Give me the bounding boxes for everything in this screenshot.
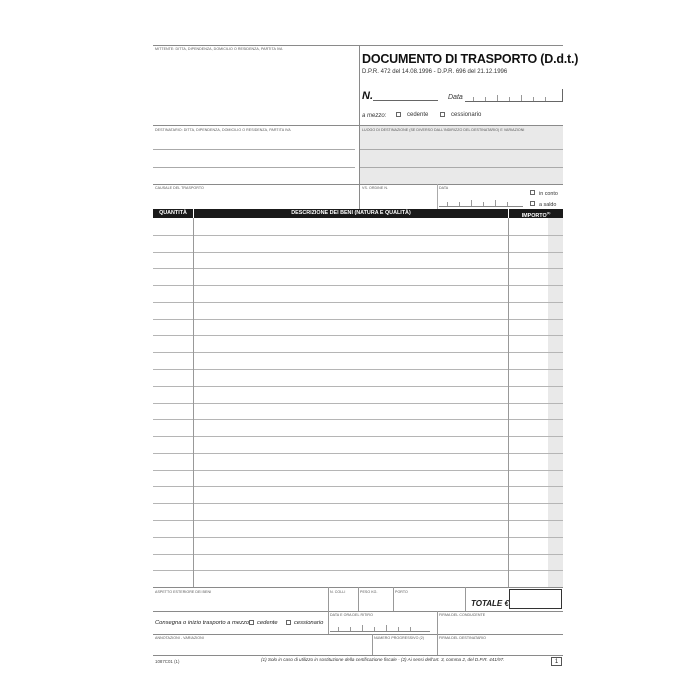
table-row[interactable] xyxy=(153,268,563,269)
date-tick xyxy=(533,97,534,101)
form-code-note: (1) xyxy=(174,659,180,664)
form-code-text: 1087C01 xyxy=(155,659,173,664)
date-tick xyxy=(521,95,522,101)
document-title: DOCUMENTO DI TRASPORTO (D.d.t.) xyxy=(362,52,579,66)
date-tick xyxy=(497,95,498,101)
table-row[interactable] xyxy=(153,285,563,286)
page-number: 1 xyxy=(551,657,562,666)
table-row[interactable] xyxy=(153,369,563,370)
date-tick xyxy=(485,97,486,101)
date-tick xyxy=(495,200,496,206)
table-row[interactable] xyxy=(153,503,563,504)
delivery-text: Consegna o inizio trasporto a mezzo xyxy=(155,620,250,626)
delivery-cessionario-checkbox[interactable] xyxy=(286,620,291,625)
delivery-cessionario-label: cessionario xyxy=(294,620,324,626)
top-border xyxy=(153,45,563,46)
table-row[interactable] xyxy=(153,302,563,303)
table-row[interactable] xyxy=(153,386,563,387)
packages-divider xyxy=(328,587,329,611)
table-row[interactable] xyxy=(153,470,563,471)
total-label: TOTALE € xyxy=(471,599,509,608)
column-header-quantity: QUANTITÀ xyxy=(153,209,193,218)
destination-line xyxy=(360,167,563,168)
table-row[interactable] xyxy=(153,235,563,236)
transport-reason-label: CAUSALE DEL TRASPORTO xyxy=(155,186,204,190)
recipient-line xyxy=(153,149,355,150)
column-header-description: DESCRIZIONE DEI BENI (NATURA E QUALITÀ) xyxy=(194,209,508,218)
driver-sign-label: FIRMA DEL CONDUCENTE xyxy=(439,613,486,617)
table-row[interactable] xyxy=(153,352,563,353)
date-tick xyxy=(447,202,448,206)
delivery-cedente-checkbox[interactable] xyxy=(249,620,254,625)
recipient-sign-divider xyxy=(437,634,438,655)
table-row[interactable] xyxy=(153,486,563,487)
table-row[interactable] xyxy=(153,403,563,404)
date-tick xyxy=(374,627,375,631)
ddt-form-sheet xyxy=(153,45,579,667)
table-row[interactable] xyxy=(153,319,563,320)
notes-label: ANNOTAZIONI - VARIAZIONI xyxy=(155,636,204,640)
packages-label: N. COLLI xyxy=(330,590,346,594)
date-tick xyxy=(483,202,484,206)
date-tick xyxy=(471,200,472,206)
aspect-label: ASPETTO ESTERIORE DEI BENI xyxy=(155,590,212,594)
weight-divider xyxy=(358,587,359,611)
total-divider xyxy=(465,587,466,611)
date-field[interactable] xyxy=(465,101,563,102)
amount-header-label: IMPORTO xyxy=(521,212,547,219)
pickup-field[interactable] xyxy=(330,631,430,632)
table-row[interactable] xyxy=(153,453,563,454)
date-tick xyxy=(362,625,363,631)
pickup-label: DATA E ORA DEL RITIRO xyxy=(330,613,373,617)
footer-line-2 xyxy=(153,634,563,635)
document-subtitle: D.P.R. 472 del 14.08.1996 - D.P.R. 696 del 21.12.1996 xyxy=(362,69,508,75)
order-divider xyxy=(437,184,438,209)
transport-label: a mezzo: xyxy=(362,113,387,119)
driver-sign-divider xyxy=(437,611,438,634)
quantity-column-divider xyxy=(193,218,194,587)
table-row[interactable] xyxy=(153,436,563,437)
column-header-amount xyxy=(509,209,563,218)
date-tick xyxy=(386,625,387,631)
footnotes-text: (1) Solo in caso di utilizzo in sostituzione della certificazione fiscale - (2) Ai sensi dell'art. 3, comma 2, del D.P.R. 441/97. xyxy=(261,657,505,662)
date-tick xyxy=(398,627,399,631)
progressive-divider xyxy=(372,634,373,655)
date-tick xyxy=(507,202,508,206)
reason-divider xyxy=(359,184,360,209)
number-label: N. xyxy=(362,90,373,102)
sender-label: MITTENTE: DITTA, DIPENDENZA, DOMICILIO O RESIDENZA, PARTITA IVA xyxy=(155,47,283,51)
recipient-sign-label: FIRMA DEL DESTINATARIO xyxy=(439,636,486,640)
date-end xyxy=(562,89,563,101)
cedente-checkbox[interactable] xyxy=(396,112,401,117)
order-number-label: VS. ORDINE N. xyxy=(362,186,389,190)
date-tick xyxy=(459,202,460,206)
recipient-bottom-line xyxy=(153,184,563,185)
destination-box xyxy=(360,126,563,184)
date-tick xyxy=(350,627,351,631)
port-label: PORTO xyxy=(395,590,408,594)
cessionario-checkbox[interactable] xyxy=(440,112,445,117)
footer-line-3 xyxy=(153,655,563,656)
delivery-cedente-label: cedente xyxy=(257,620,278,626)
sender-bottom-line xyxy=(153,125,359,126)
date-tick xyxy=(509,97,510,101)
date-label: Data xyxy=(448,94,463,101)
progressive-label-note: (2) xyxy=(419,636,425,640)
weight-label: PESO KG. xyxy=(360,590,378,594)
total-amount-box[interactable] xyxy=(509,589,562,609)
a-saldo-checkbox[interactable] xyxy=(530,201,535,206)
destination-line xyxy=(360,149,563,150)
a-saldo-label: a saldo xyxy=(539,202,557,208)
in-conto-label: in conto xyxy=(539,191,558,197)
table-row[interactable] xyxy=(153,537,563,538)
cedente-label: cedente xyxy=(407,112,429,118)
cessionario-label: cessionario xyxy=(451,112,482,118)
table-row[interactable] xyxy=(153,335,563,336)
table-row[interactable] xyxy=(153,419,563,420)
port-divider xyxy=(393,587,394,611)
footer-line-1 xyxy=(153,611,563,612)
recipient-label: DESTINATARIO: DITTA, DIPENDENZA, DOMICILIO O RESIDENZA, PARTITA IVA xyxy=(155,128,291,132)
number-field[interactable] xyxy=(373,100,438,101)
date-tick xyxy=(473,97,474,101)
order-date-label: DATA xyxy=(439,186,449,190)
table-row[interactable] xyxy=(153,570,563,571)
table-row[interactable] xyxy=(153,252,563,253)
pickup-divider xyxy=(328,611,329,634)
progressive-label-text: NUMERO PROGRESSIVO xyxy=(374,636,419,640)
in-conto-checkbox[interactable] xyxy=(530,190,535,195)
order-date-field[interactable] xyxy=(439,206,523,207)
recipient-line xyxy=(153,167,355,168)
destination-label: LUOGO DI DESTINAZIONE (SE DIVERSO DALL'INDIRIZZO DEL DESTINATARIO) E VARIAZIONI xyxy=(362,128,525,132)
table-row[interactable] xyxy=(153,520,563,521)
form-code xyxy=(155,659,179,664)
date-tick xyxy=(410,627,411,631)
amount-header-note: (1) xyxy=(546,211,551,215)
date-tick xyxy=(338,627,339,631)
table-row[interactable] xyxy=(153,554,563,555)
amount-column-divider xyxy=(508,218,509,587)
progressive-label xyxy=(374,636,424,640)
date-tick xyxy=(545,97,546,101)
